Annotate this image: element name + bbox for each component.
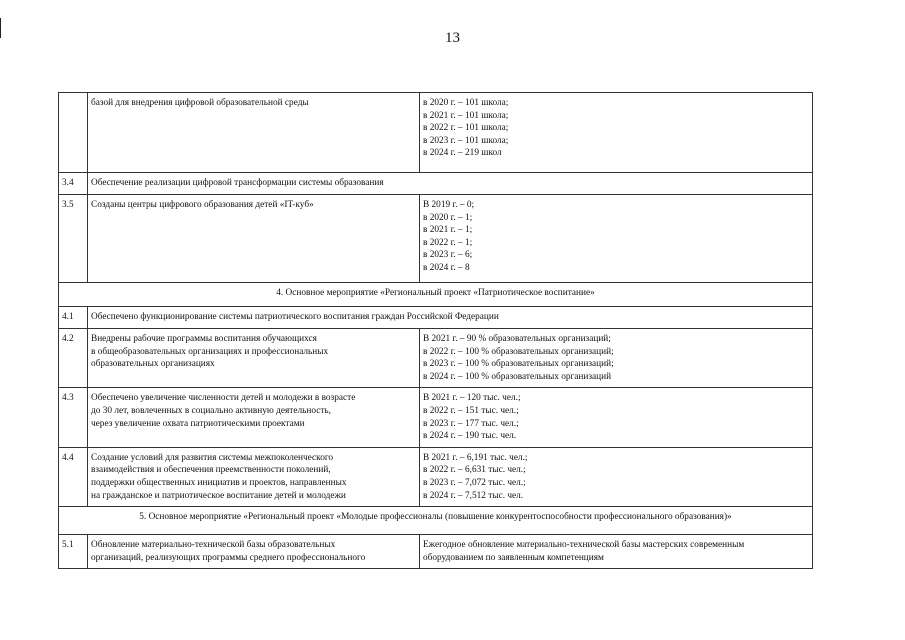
indicator-line: в 2021 г. – 101 школа;: [423, 110, 509, 121]
description-line: поддержки общественных инициатив и проектов, направленных: [91, 477, 347, 488]
indicator-line: В 2019 г. – 0;: [423, 200, 475, 210]
indicator-line: в 2022 г. – 6,631 тыс. чел.;: [423, 465, 526, 476]
table-row: [59, 388, 813, 447]
indicator-line: в 2020 г. – 1;: [423, 212, 473, 223]
description-line: на гражданское и патриотическое воспитание детей и молодежи: [91, 490, 346, 501]
description-line: Созданы центры цифрового образования детей «IT-куб»: [91, 200, 314, 210]
row-indicators: [420, 195, 813, 283]
row-indicators: [420, 329, 813, 388]
indicator-line: в 2021 г. – 1;: [423, 225, 473, 236]
table-body: [59, 93, 813, 569]
row-indicators: [420, 535, 813, 569]
table-row: [59, 507, 813, 535]
indicator-line: в 2020 г. – 101 школа;: [423, 98, 509, 108]
row-description: Обеспечение реализации цифровой трансформации системы образования: [88, 173, 813, 195]
row-description: [88, 93, 420, 173]
description-line: до 30 лет, вовлеченных в социально активную деятельность,: [91, 405, 331, 416]
indicator-line: В 2021 г. – 6,191 тыс. чел.;: [423, 452, 528, 463]
row-description: [88, 329, 420, 388]
row-indicators: [420, 388, 813, 447]
indicator-line: в 2023 г. – 101 школа;: [423, 135, 509, 146]
row-indicators: [420, 447, 813, 506]
row-number: 5.1: [59, 535, 88, 569]
row-number: 3.5: [59, 195, 88, 283]
description-line: взаимодействия и обеспечения преемственности поколений,: [91, 465, 331, 476]
indicator-line: в 2024 г. – 219 школ: [423, 148, 502, 159]
section-heading: 5. Основное мероприятие «Региональный проект «Молодые профессионалы (повышение конкурентоспособности профессионального образования)»: [59, 507, 813, 535]
indicator-line: в 2022 г. – 100 % образовательных организаций;: [423, 346, 614, 357]
indicator-line: в 2024 г. – 190 тыс. чел.: [423, 431, 517, 442]
description-line: базой для внедрения цифровой образовательной среды: [91, 98, 309, 108]
table-row: [59, 329, 813, 388]
indicator-line: В 2021 г. – 120 тыс. чел.;: [423, 393, 521, 404]
indicator-line: В 2021 г. – 90 % образовательных организаций;: [423, 334, 611, 344]
indicator-line: в 2022 г. – 1;: [423, 237, 473, 248]
description-line: в общеобразовательных организациях и профессиональных: [91, 346, 329, 357]
indicator-line: в 2023 г. – 7,072 тыс. чел.;: [423, 477, 526, 488]
row-number: 4.1: [59, 307, 88, 329]
row-description: [88, 535, 420, 569]
row-number: 3.4: [59, 173, 88, 195]
indicator-line: в 2022 г. – 101 школа;: [423, 123, 509, 134]
table-row: [59, 93, 813, 173]
measures-table: [58, 92, 813, 569]
row-description: [88, 388, 420, 447]
description-line: Создание условий для развития системы межпоколенческого: [91, 452, 334, 463]
row-description: Обеспечено функционирование системы патриотического воспитания граждан Российской Федерации: [88, 307, 813, 329]
table-row: [59, 535, 813, 569]
indicator-line: в 2023 г. – 177 тыс. чел.;: [423, 418, 519, 429]
description-line: Обновление материально-технической базы образовательных: [91, 540, 336, 551]
row-number: 4.4: [59, 447, 88, 506]
table-row: [59, 307, 813, 329]
description-line: образовательных организациях: [91, 359, 215, 370]
table-row: [59, 173, 813, 195]
indicator-line: Ежегодное обновление материально-технической базы мастерских современным: [423, 540, 745, 551]
row-number: 4.2: [59, 329, 88, 388]
indicator-line: в 2024 г. – 8: [423, 262, 470, 273]
table-row: [59, 283, 813, 307]
description-line: Обеспечено увеличение численности детей и молодежи в возрасте: [91, 393, 356, 404]
indicator-line: в 2023 г. – 6;: [423, 250, 473, 261]
description-line: через увеличение охвата патриотическими проектами: [91, 418, 305, 429]
indicator-line: в 2024 г. – 100 % образовательных организаций: [423, 371, 612, 382]
indicator-line: в 2023 г. – 100 % образовательных организаций;: [423, 359, 614, 370]
table-row: [59, 195, 813, 283]
table-row: [59, 447, 813, 506]
indicator-line: оборудованием по заявленным компетенциям: [423, 552, 604, 563]
row-indicators: [420, 93, 813, 173]
row-description: [88, 195, 420, 283]
description-line: организаций, реализующих программы среднего профессионального: [91, 552, 366, 563]
row-description: [88, 447, 420, 506]
row-number: 4.3: [59, 388, 88, 447]
indicator-line: в 2024 г. – 7,512 тыс. чел.: [423, 490, 524, 501]
indicator-line: в 2022 г. – 151 тыс. чел.;: [423, 405, 519, 416]
section-heading: 4. Основное мероприятие «Региональный проект «Патриотическое воспитание»: [59, 283, 813, 307]
row-number: [59, 93, 88, 173]
description-line: Внедрены рабочие программы воспитания обучающихся: [91, 334, 317, 344]
page-number: 13: [445, 30, 460, 46]
